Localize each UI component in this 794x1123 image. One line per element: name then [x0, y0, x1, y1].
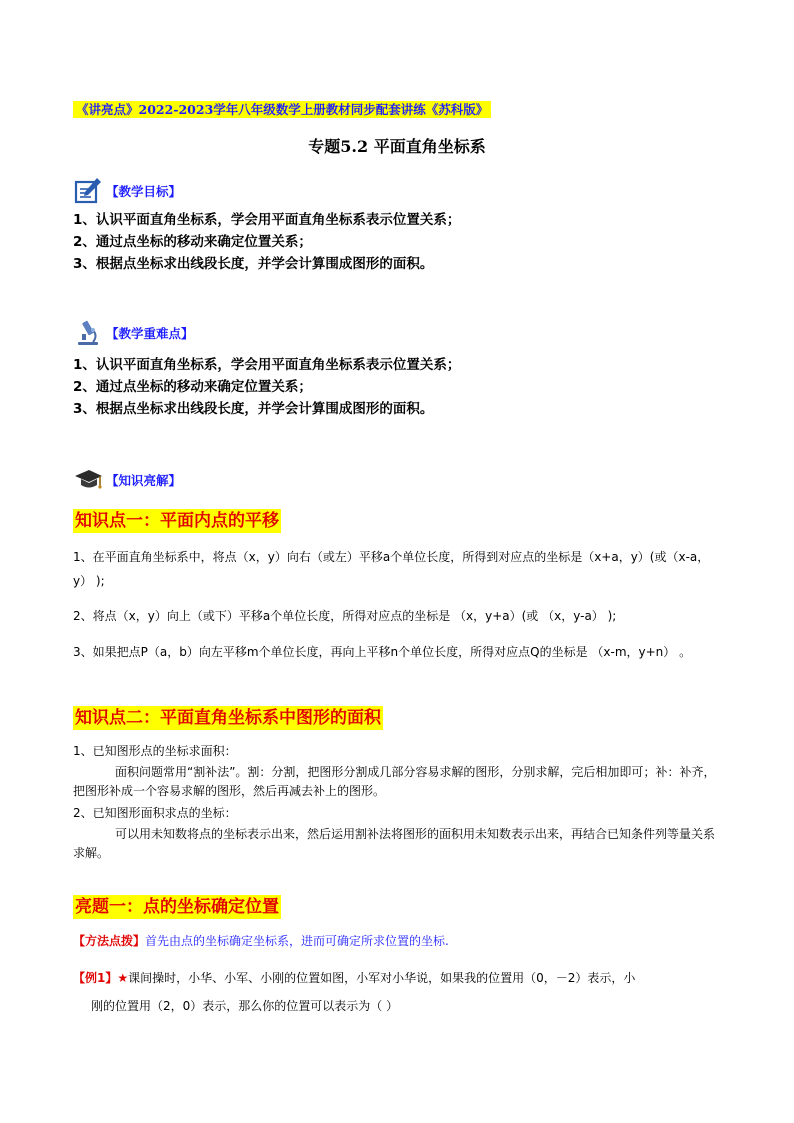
objectives-heading [73, 176, 181, 206]
example-label: 【例1】 [73, 971, 118, 985]
kp1-paragraph-2: 2、将点（x，y）向上（或下）平移a个单位长度，所得对应点的坐标是 （x，y+a）(或 （x，y-a） ); [73, 609, 617, 623]
kp2-title: 知识点二：平面直角坐标系中图形的面积 [75, 708, 381, 728]
kp2-paragraph-2: 2、已知图形面积求点的坐标： [73, 806, 237, 820]
kp2-paragraph-1-body: 面积问题常用“割补法”。割：分割，把图形分割成几部分容易求解的图形，分别求解，完后相加即可；补：补齐，把图形补成一个容易求解的图形，然后再减去补上的图形。 [73, 765, 716, 798]
topic1-title: 亮题一：点的坐标确定位置 [75, 897, 279, 917]
pencil-paper-icon [73, 176, 103, 206]
microscope-icon [73, 318, 103, 348]
objectives-label: 【教学目标】 [106, 184, 182, 199]
example-1 [73, 964, 725, 1020]
objective-item-3: 3、根据点坐标求出线段长度，并学会计算围成图形的面积。 [73, 256, 434, 272]
key-points-label: 【教学重难点】 [106, 326, 194, 341]
example-line-1: 课间操时，小华、小军、小刚的位置如图，小军对小华说，如果我的位置用（0，－2）表示，小 [128, 971, 636, 985]
key-points-heading [73, 318, 194, 348]
example-line-2: 刚的位置用（2，0）表示，那么你的位置可以表示为（ ） [91, 999, 399, 1013]
kp1-paragraph-1: 1、在平面直角坐标系中，将点（x，y）向右（或左）平移a个单位长度，所得到对应点的坐标是（x+a，y）(或（x-a，y） ); [73, 550, 710, 588]
kp1-paragraph-3: 3、如果把点P（a，b）向左平移m个单位长度，再向上平移n个单位长度，所得对应点Q的坐标是 （x-m，y+n） 。 [73, 645, 692, 659]
page-title: 专题5.2 平面直角坐标系 [308, 137, 486, 156]
key-point-item-3: 3、根据点坐标求出线段长度，并学会计算围成图形的面积。 [73, 401, 434, 417]
knowledge-heading [73, 465, 181, 495]
key-point-item-1: 1、认识平面直角坐标系，学会用平面直角坐标系表示位置关系； [73, 357, 461, 373]
graduation-cap-icon [73, 465, 103, 495]
kp2-paragraph-2-body: 可以用未知数将点的坐标表示出来，然后运用割补法将图形的面积用未知数表示出来，再结合已知条件列等量关系求解。 [73, 827, 716, 860]
method-text: 首先由点的坐标确定坐标系，进而可确定所求位置的坐标. [145, 934, 449, 948]
key-point-item-2: 2、通过点坐标的移动来确定位置关系； [73, 379, 312, 395]
objective-item-2: 2、通过点坐标的移动来确定位置关系； [73, 234, 312, 250]
header-banner: 《讲亮点》2022-2023学年八年级数学上册教材同步配套讲练《苏科版》 [73, 101, 491, 118]
kp1-title: 知识点一：平面内点的平移 [75, 511, 279, 531]
kp2-paragraph-1: 1、已知图形点的坐标求面积： [73, 744, 237, 758]
example-star: ★ [117, 971, 129, 985]
knowledge-label: 【知识亮解】 [106, 473, 182, 488]
method-tip [73, 932, 449, 950]
method-label: 【方法点拨】 [73, 934, 146, 948]
objective-item-1: 1、认识平面直角坐标系，学会用平面直角坐标系表示位置关系； [73, 212, 461, 228]
